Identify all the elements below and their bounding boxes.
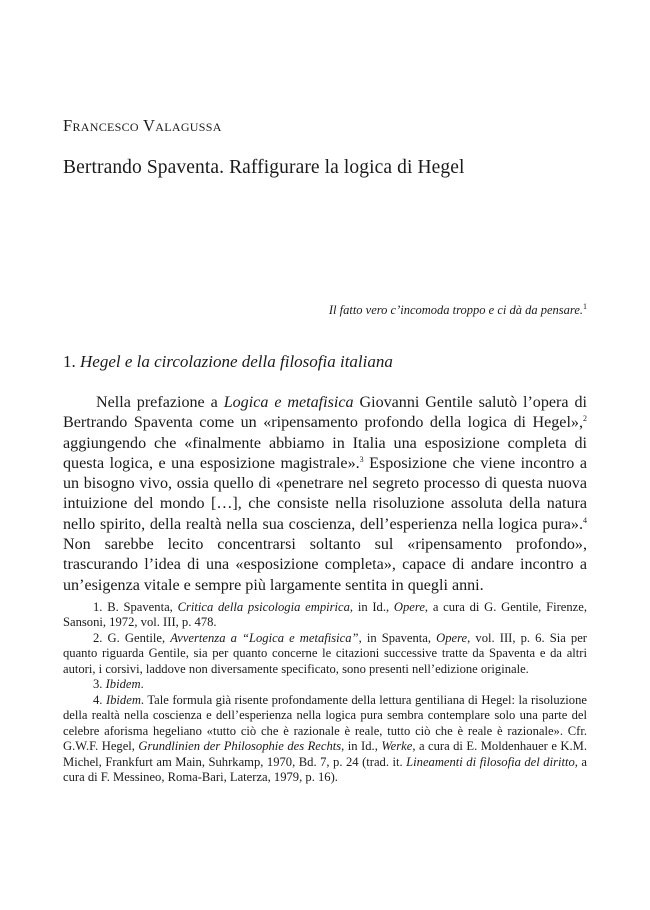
section-heading <box>63 352 393 372</box>
footnote-segment: , a cura di F. Messineo, Roma-Bari, Laterza, 1979, p. 16). <box>63 754 588 784</box>
paper-title: Bertrando Spaventa. Raffigurare la logica di Hegel <box>63 157 465 178</box>
author-first-rest: rancesco <box>72 116 139 135</box>
footnote-2 <box>63 631 587 677</box>
footnote-3 <box>63 677 587 692</box>
footnote-segment: 4. <box>93 692 106 707</box>
paragraph-segment: Giovanni Gentile salutò l’opera di Bertrando Spaventa come un «ripensamento profondo della logica di Hegel», <box>63 394 587 432</box>
footnote-segment: 2. G. Gentile, <box>93 630 171 645</box>
paragraph-italic-segment: Logica e metafisica <box>223 394 354 411</box>
footnote-italic-segment: Avvertenza a “Logica e metafisica” <box>170 630 359 645</box>
footnote-ref: 3 <box>359 454 364 464</box>
author-name <box>63 116 222 136</box>
footnote-segment: , a cura di E. Moldenhauer e K.M. Michel, Frankfurt am Main, Suhrkamp, 1970, Bd. 7, p. 24 (trad. it. <box>63 739 587 769</box>
footnote-italic-segment: Werke <box>381 739 413 754</box>
footnote-italic-segment: Lineamenti di filosofia del diritto <box>406 754 575 769</box>
footnote-segment: , vol. III, p. 6. Sia per quanto riguarda Gentile, sia per quanto concerne le citazioni successive tratte da Spaventa e da altri autori, i corsivi, laddove non diversamente specificato, sono presenti nell’edizione originale. <box>63 630 587 676</box>
body-text <box>63 393 587 596</box>
body-paragraph <box>63 393 587 596</box>
footnote-segment: , in Id., <box>349 600 394 614</box>
footnote-segment: . Tale formula già risente profondamente della lettura gentiliana di Hegel: la risoluzione della realtà nella coscienza e dell’esperienza nella logica pura sembra contemplare solo una parte del celebre aforisma hegeliano «tutto ciò che è razionale è reale, tutto ciò che è reale è razionale». Cfr. G.W.F. Hegel, <box>63 692 587 754</box>
author-first-initial: F <box>63 116 73 135</box>
paragraph-segment: Esposizione che viene incontro a un bisogno vivo, ossia quello di «penetrare nel segreto processo di questa nuova intuizione del mondo […], che consiste nella risoluzione assoluta della natura nello spirito, della realtà nella sua coscienza, dell’esperienza nella logica pura». <box>63 454 587 533</box>
footnote-italic-segment: Grundlinien der Philosophie des Rechts <box>138 739 342 754</box>
paragraph-segment: Non sarebbe lecito concentrarsi soltanto sul «ripensamento profondo», trascurando l’idea di una «esposizione completa», capace di andare incontro a un’esigenza vitale e sempre più largamente sentita in quegli anni. <box>63 536 587 594</box>
footnote-1 <box>63 600 587 631</box>
footnote-ref: 2 <box>583 414 587 424</box>
paragraph-segment: Nella prefazione a <box>96 394 224 411</box>
footnote-italic-segment: Critica della psicologia empirica <box>177 600 350 614</box>
footnote-segment: , a cura di G. Gentile, Firenze, Sansoni, 1972, vol. III, p. 478. <box>63 600 587 630</box>
footnote-italic-segment: Ibidem <box>105 677 141 692</box>
epigraph-note-ref: 1 <box>583 302 587 311</box>
footnote-segment: 1. B. Spaventa, <box>93 600 178 614</box>
footnote-italic-segment: Opere <box>436 630 468 645</box>
footnote-4 <box>63 693 587 786</box>
author-last-rest: alagussa <box>155 116 222 135</box>
section-number: 1. <box>63 352 76 371</box>
footnotes <box>63 600 587 785</box>
footnote-segment: , in Spaventa, <box>358 630 437 645</box>
footnote-ref: 4 <box>583 515 587 525</box>
footnote-italic-segment: Opere <box>393 600 425 614</box>
footnote-italic-segment: Ibidem <box>105 692 141 707</box>
author-last-initial: V <box>143 116 156 135</box>
footnote-segment: 3. <box>93 677 106 692</box>
epigraph-text: Il fatto vero c’incomoda troppo e ci dà da pensare. <box>328 303 583 318</box>
section-title: Hegel e la circolazione della filosofia italiana <box>80 352 393 371</box>
footnote-segment: , in Id., <box>341 739 382 754</box>
footnote-segment: . <box>140 677 144 692</box>
epigraph <box>329 302 587 318</box>
paragraph-segment: aggiungendo che «finalmente abbiamo in Italia una esposizione completa di questa logica, e una esposizione magistrale». <box>63 434 587 472</box>
